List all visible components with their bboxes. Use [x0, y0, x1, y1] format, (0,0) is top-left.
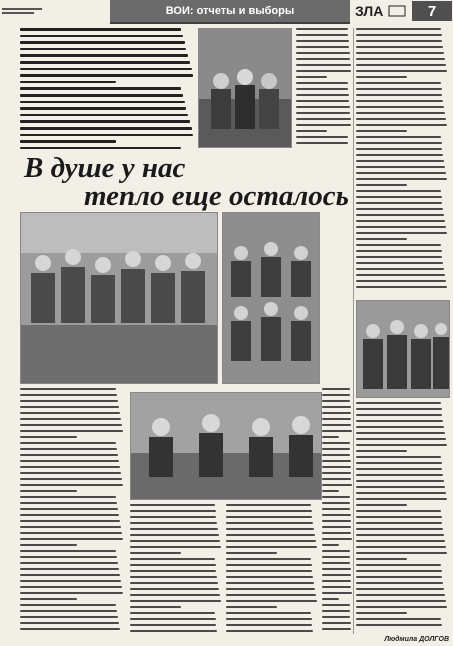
body-column-1 [20, 388, 124, 636]
text-line [356, 540, 445, 542]
text-line [356, 178, 447, 180]
issue-info [2, 3, 102, 19]
text-line [356, 136, 441, 138]
text-line [356, 612, 407, 614]
column-4a-text-lines [296, 28, 352, 144]
text-line [356, 504, 407, 506]
body-column-3 [226, 504, 318, 636]
text-line [226, 606, 277, 608]
text-line [356, 438, 446, 440]
text-line [226, 528, 314, 530]
text-line [356, 492, 446, 494]
newspaper-logo [352, 1, 408, 21]
text-line [322, 424, 351, 426]
text-line [356, 558, 407, 560]
text-line [130, 630, 217, 632]
body-column-4a [296, 28, 352, 148]
text-line [20, 114, 188, 117]
text-line [130, 594, 220, 596]
text-line [20, 48, 186, 51]
newspaper-logo-icon [353, 2, 407, 20]
text-line [322, 604, 350, 606]
text-line [130, 546, 221, 548]
text-line [322, 514, 351, 516]
text-line [226, 612, 311, 614]
text-line [356, 618, 441, 620]
text-line [20, 101, 185, 104]
text-line [296, 112, 350, 114]
text-line [226, 552, 277, 554]
text-line [356, 100, 443, 102]
text-line [20, 514, 119, 516]
text-line [356, 70, 447, 72]
text-line [356, 606, 447, 608]
text-line [356, 594, 445, 596]
text-line [322, 508, 350, 510]
text-line [226, 600, 317, 602]
text-line [20, 616, 118, 618]
text-line [356, 148, 442, 150]
text-line [322, 394, 350, 396]
text-line [20, 484, 123, 486]
text-line [20, 406, 119, 408]
body-column-right-bottom [356, 402, 448, 632]
text-line [20, 550, 116, 552]
text-line [20, 604, 116, 606]
text-line [296, 34, 348, 36]
text-line [20, 580, 121, 582]
text-line [356, 250, 442, 252]
text-line [20, 41, 185, 44]
text-line [20, 598, 77, 600]
text-line [356, 124, 447, 126]
text-line [356, 522, 442, 524]
text-line [296, 100, 349, 102]
text-line [226, 618, 312, 620]
text-line [226, 540, 316, 542]
text-line [20, 502, 117, 504]
text-line [356, 220, 445, 222]
text-line [356, 468, 442, 470]
column-divider [353, 28, 354, 634]
logo-text: ЗЛА [355, 3, 384, 19]
text-line [20, 412, 120, 414]
text-line [226, 588, 315, 590]
text-line [356, 486, 445, 488]
text-line [130, 534, 219, 536]
text-line [322, 538, 352, 540]
text-line [296, 142, 348, 144]
text-line [226, 534, 315, 536]
text-line [226, 624, 312, 626]
text-line [296, 28, 348, 30]
text-line [356, 64, 446, 66]
text-line [226, 570, 312, 572]
text-line [20, 147, 181, 150]
text-line [356, 600, 446, 602]
text-line [322, 448, 350, 450]
text-line [322, 466, 351, 468]
text-line [130, 552, 181, 554]
text-line [322, 580, 351, 582]
text-line [226, 576, 313, 578]
text-line [130, 576, 217, 578]
text-line [20, 424, 122, 426]
text-line [20, 460, 119, 462]
text-line [322, 556, 350, 558]
text-line [356, 244, 441, 246]
text-line [356, 274, 445, 276]
body-column-2 [130, 504, 222, 636]
text-line [322, 388, 350, 390]
text-line [356, 582, 443, 584]
text-line [130, 618, 216, 620]
text-line [296, 136, 348, 138]
text-line [20, 448, 117, 450]
text-line [356, 130, 407, 132]
text-line [130, 582, 218, 584]
column-2-text-lines [130, 504, 222, 632]
text-line [356, 280, 446, 282]
text-line [356, 552, 447, 554]
text-line [356, 474, 443, 476]
text-line [322, 472, 351, 474]
text-line [356, 510, 441, 512]
text-line [226, 510, 312, 512]
text-line [20, 496, 116, 498]
text-line [20, 418, 121, 420]
text-line [226, 504, 311, 506]
text-line [130, 606, 181, 608]
text-line [296, 118, 351, 120]
text-line [356, 516, 442, 518]
text-line [130, 588, 219, 590]
text-line [20, 544, 77, 546]
text-line [296, 88, 348, 90]
text-line [356, 624, 442, 626]
text-line [322, 574, 351, 576]
body-column-right-top [356, 28, 448, 294]
text-line [356, 190, 441, 192]
text-line [322, 622, 351, 624]
text-line [20, 140, 116, 143]
text-line [356, 172, 446, 174]
text-line [356, 82, 441, 84]
text-line [356, 456, 441, 458]
text-line [20, 430, 123, 432]
text-line [296, 40, 349, 42]
issue-info-text [2, 6, 42, 16]
text-line [296, 64, 351, 66]
text-line [356, 570, 442, 572]
text-line [356, 118, 446, 120]
text-line [322, 436, 339, 438]
text-line [322, 610, 350, 612]
text-line [322, 484, 352, 486]
text-line [130, 516, 216, 518]
text-line [20, 61, 190, 64]
text-line [20, 134, 193, 137]
text-line [20, 472, 121, 474]
text-line [296, 46, 349, 48]
text-line [356, 450, 407, 452]
text-line [20, 610, 117, 612]
text-line [20, 538, 123, 540]
text-line [356, 588, 444, 590]
text-line [322, 598, 339, 600]
text-line [130, 600, 221, 602]
text-line [130, 540, 220, 542]
text-line [20, 508, 118, 510]
text-line [356, 46, 443, 48]
text-line [20, 68, 192, 71]
text-line [322, 460, 351, 462]
text-line [20, 568, 119, 570]
meeting-photo-left [20, 212, 218, 384]
text-line [20, 490, 77, 492]
text-line [20, 478, 122, 480]
text-line [356, 76, 407, 78]
text-line [356, 238, 407, 240]
text-line [20, 54, 188, 57]
headline-line-2: тепло еще осталось [84, 180, 349, 212]
text-line [226, 564, 312, 566]
text-line [226, 558, 311, 560]
text-line [322, 532, 351, 534]
text-line [20, 400, 118, 402]
text-line [296, 130, 327, 132]
text-line [20, 442, 116, 444]
text-line [20, 586, 122, 588]
text-line [322, 442, 350, 444]
text-line [20, 120, 190, 123]
text-line [322, 616, 350, 618]
text-line [20, 592, 123, 594]
column-3-text-lines [226, 504, 318, 632]
right-top-text-lines [356, 28, 448, 288]
text-line [20, 466, 120, 468]
column-1-text-lines [20, 388, 124, 630]
text-line [20, 556, 117, 558]
text-line [20, 107, 186, 110]
text-line [226, 516, 312, 518]
text-line [20, 622, 119, 624]
text-line [130, 510, 216, 512]
text-line [356, 576, 442, 578]
text-line [130, 522, 217, 524]
text-line [356, 462, 442, 464]
text-line [356, 160, 444, 162]
body-column-3b [322, 212, 354, 382]
text-line [356, 408, 442, 410]
lede-text-lines [20, 28, 195, 149]
text-line [226, 582, 314, 584]
text-line [356, 426, 444, 428]
text-line [356, 414, 442, 416]
text-line [296, 124, 351, 126]
text-line [20, 94, 183, 97]
text-line [20, 127, 192, 130]
text-line [322, 592, 352, 594]
text-line [322, 544, 339, 546]
body-column-center [322, 388, 352, 636]
text-line [322, 586, 351, 588]
text-line [20, 394, 117, 396]
text-line [356, 202, 442, 204]
center-narrow-text-lines [322, 388, 352, 630]
text-line [226, 546, 317, 548]
body-column-mid [296, 150, 352, 210]
group-photo-top [198, 28, 292, 148]
text-line [322, 490, 339, 492]
text-line [130, 528, 218, 530]
text-line [226, 630, 313, 632]
text-line [20, 628, 120, 630]
text-line [322, 400, 350, 402]
text-line [356, 28, 441, 30]
text-line [20, 454, 118, 456]
text-line [322, 550, 350, 552]
text-line [322, 520, 351, 522]
text-line [20, 574, 120, 576]
text-line [356, 52, 444, 54]
text-line [356, 420, 443, 422]
text-line [130, 558, 215, 560]
text-line [356, 546, 446, 548]
headline-line-1: В душе у нас [24, 152, 186, 184]
text-line [296, 76, 327, 78]
text-line [130, 570, 216, 572]
text-line [356, 112, 445, 114]
text-line [356, 154, 443, 156]
text-line [356, 528, 443, 530]
audience-photo-right [222, 212, 320, 384]
text-line [356, 166, 445, 168]
text-line [356, 88, 442, 90]
right-bottom-text-lines [356, 402, 448, 626]
text-line [226, 594, 316, 596]
text-line [322, 418, 351, 420]
article-headline [24, 152, 349, 212]
text-line [20, 74, 193, 77]
text-line [356, 94, 442, 96]
section-title: ВОИ: отчеты и выборы [110, 0, 350, 24]
text-line [130, 564, 216, 566]
text-line [356, 208, 443, 210]
text-line [322, 562, 350, 564]
text-line [356, 498, 447, 500]
text-line [356, 262, 443, 264]
speakers-photo-bottom [130, 392, 322, 500]
text-line [356, 184, 407, 186]
text-line [356, 142, 442, 144]
text-line [322, 496, 350, 498]
text-line [296, 52, 350, 54]
text-line [226, 522, 313, 524]
text-line [322, 430, 352, 432]
text-line [356, 106, 444, 108]
text-line [356, 564, 441, 566]
text-line [296, 70, 351, 72]
text-line [322, 478, 351, 480]
text-line [356, 232, 447, 234]
text-line [322, 454, 350, 456]
text-line [322, 412, 351, 414]
text-line [20, 35, 183, 38]
text-line [20, 436, 77, 438]
text-line [356, 226, 446, 228]
text-line [356, 480, 444, 482]
text-line [296, 58, 350, 60]
text-line [356, 40, 442, 42]
text-line [356, 58, 445, 60]
text-line [356, 432, 445, 434]
text-line [20, 526, 121, 528]
text-line [322, 628, 351, 630]
group-photo-right [356, 300, 450, 398]
text-line [296, 106, 350, 108]
article-lede [20, 28, 195, 158]
text-line [296, 94, 349, 96]
text-line [20, 87, 181, 90]
text-line [130, 612, 215, 614]
text-line [20, 388, 116, 390]
text-line [356, 286, 447, 288]
text-line [356, 268, 444, 270]
text-line [356, 196, 442, 198]
text-line [322, 526, 351, 528]
text-line [356, 34, 442, 36]
text-line [130, 504, 215, 506]
page-header [0, 0, 453, 24]
text-line [130, 624, 216, 626]
article-byline: Людмила ДОЛГОВ [384, 636, 449, 643]
text-line [322, 502, 350, 504]
page-number: 7 [412, 1, 452, 21]
text-line [356, 256, 442, 258]
text-line [20, 532, 122, 534]
text-line [356, 444, 447, 446]
text-line [20, 562, 118, 564]
text-line [20, 28, 181, 31]
text-line [322, 568, 351, 570]
text-line [356, 214, 444, 216]
text-line [356, 534, 444, 536]
text-line [356, 402, 441, 404]
text-line [20, 520, 120, 522]
text-line [296, 82, 348, 84]
text-line [322, 406, 351, 408]
text-line [20, 81, 116, 84]
